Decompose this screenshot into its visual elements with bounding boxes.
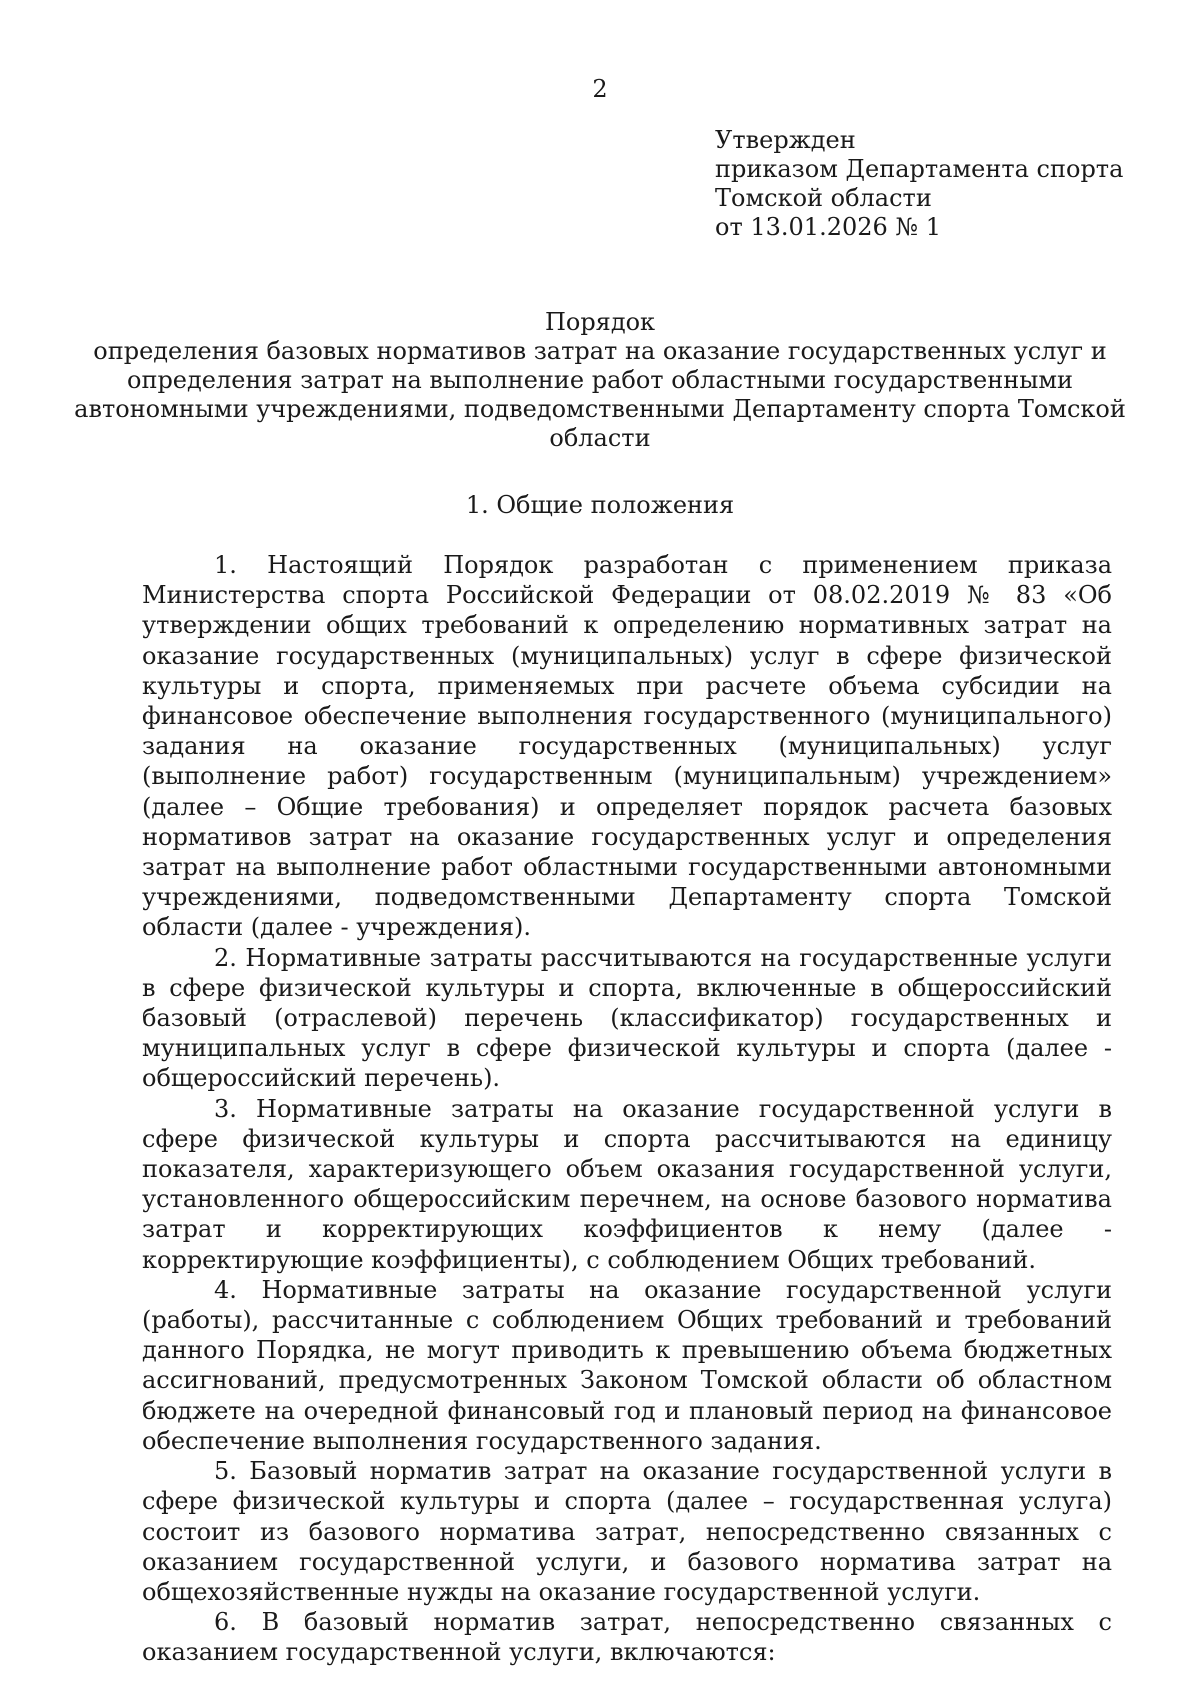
title-line: автономными учреждениями, подведомственными Департаменту спорта Томской [74, 395, 1126, 423]
paragraph-6: 6. В базовый норматив затрат, непосредственно связанных с оказанием государственной услуги, включаются: [142, 1608, 1112, 1667]
section-heading: 1. Общие положения [465, 491, 735, 519]
title-line: Порядок [544, 308, 656, 336]
approval-line: Утвержден [715, 126, 856, 154]
paragraph-4: 4. Нормативные затраты на оказание государственной услуги (работы), рассчитанные с соблюдением Общих требований и требований данного Порядка, не могут приводить к превышению объема бюджетных ассигнований, предусмотренных Законом Томской области об областном бюджете на очередной финансовый год и плановый период на финансовое обеспечение выполнения государственного задания. [142, 1275, 1112, 1455]
paragraph-3: 3. Нормативные затраты на оказание государственной услуги в сфере физической культуры и спорта рассчитываются на единицу показателя, характеризующего объем оказания государственной услуги, установленного общероссийским перечнем, на основе базового норматива затрат и корректирующих коэффициентов к нему (далее - корректирующие коэффициенты), с соблюдением Общих требований. [142, 1094, 1112, 1274]
document-body [142, 550, 1112, 1668]
title-line: области [549, 424, 651, 452]
approval-line: приказом Департамента спорта [715, 155, 1124, 183]
paragraph-1: 1. Настоящий Порядок разработан с применением приказа Министерства спорта Российской Федерации от 08.02.2019 № 83 «Об утверждении общих требований к определению нормативных затрат на оказание государственных (муниципальных) услуг в сфере физической культуры и спорта, применяемых при расчете объема субсидии на финансовое обеспечение выполнения государственного (муниципального) задания на оказание государственных (муниципальных) услуг (выполнение работ) государственным (муниципальным) учреждением» (далее – Общие требования) и определяет порядок расчета базовых нормативов затрат на оказание государственных услуг и определения затрат на выполнение работ областными государственными автономными учреждениями, подведомственными Департаменту спорта Томской области (далее - учреждения). [142, 551, 1112, 942]
document-title [0, 308, 1200, 453]
approval-date-line: от 13.01.2026 № 1 [715, 213, 942, 241]
approval-stamp [715, 126, 1185, 242]
title-line: определения затрат на выполнение работ областными государственными [127, 366, 1073, 394]
paragraph-2: 2. Нормативные затраты рассчитываются на государственные услуги в сфере физической культуры и спорта, включенные в общероссийский базовый (отраслевой) перечень (классификатор) государственных и муниципальных услуг в сфере физической культуры и спорта (далее - общероссийский перечень). [142, 943, 1112, 1093]
title-line: определения базовых нормативов затрат на оказание государственных услуг и [93, 337, 1107, 365]
page-number: 2 [592, 75, 608, 103]
approval-line: Томской области [715, 184, 932, 212]
paragraph-5: 5. Базовый норматив затрат на оказание государственной услуги в сфере физической культуры и спорта (далее – государственная услуга) состоит из базового норматива затрат, непосредственно связанных с оказанием государственной услуги, и базового норматива затрат на общехозяйственные нужды на оказание государственной услуги. [142, 1457, 1112, 1606]
